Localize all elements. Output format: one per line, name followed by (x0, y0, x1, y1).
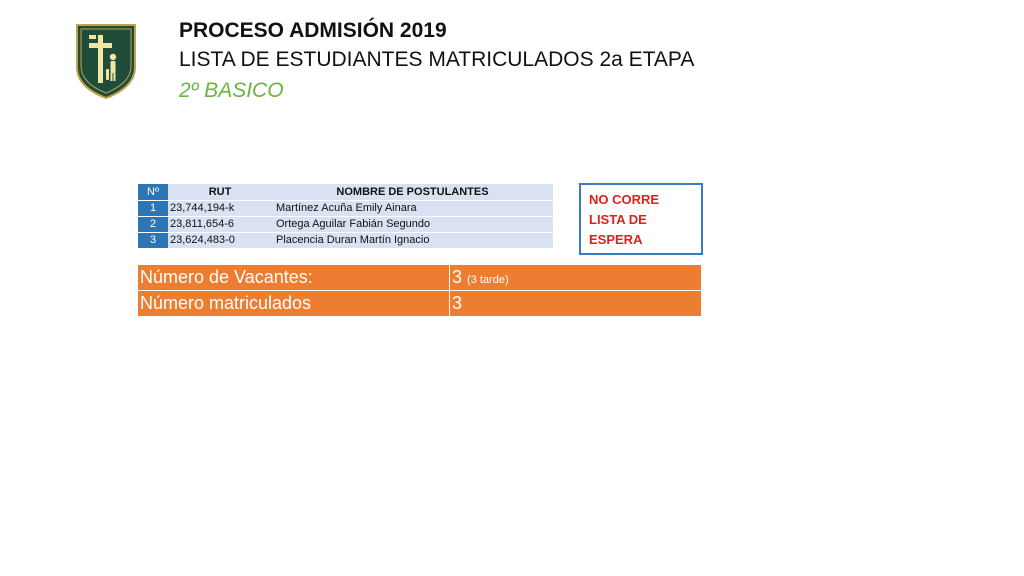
vacancies-row (138, 265, 702, 291)
note-line: LISTA DE (589, 212, 647, 227)
waitlist-note (579, 183, 703, 255)
column-header-number: Nº (138, 184, 168, 200)
row-name: Ortega Aguilar Fabián Segundo (272, 216, 553, 232)
table-row (138, 200, 553, 216)
summary-table (137, 264, 702, 317)
enrolled-label: Número matriculados (138, 291, 450, 317)
page-title: PROCESO ADMISIÓN 2019 (179, 19, 447, 42)
vacancies-value-cell (450, 265, 702, 291)
row-number: 2 (138, 216, 168, 232)
school-shield-logo (75, 23, 137, 100)
row-rut: 23,811,654-6 (168, 216, 272, 232)
document-header (179, 18, 694, 106)
column-header-rut: RUT (168, 184, 272, 200)
vacancies-note: (3 tarde) (467, 274, 509, 286)
row-rut: 23,624,483-0 (168, 232, 272, 248)
table-row (138, 232, 553, 248)
vacancies-value: 3 (452, 267, 463, 287)
row-number: 3 (138, 232, 168, 248)
note-line: NO CORRE (589, 192, 660, 207)
enrolled-row (138, 291, 702, 317)
students-table (138, 184, 553, 248)
enrolled-value: 3 (450, 291, 702, 317)
row-name: Placencia Duran Martín Ignacio (272, 232, 553, 248)
row-number: 1 (138, 200, 168, 216)
page-subtitle: LISTA DE ESTUDIANTES MATRICULADOS 2a ETAPA (179, 48, 695, 71)
row-name: Martínez Acuña Emily Ainara (272, 200, 553, 216)
table-header-row (138, 184, 553, 200)
table-row (138, 216, 553, 232)
grade-label: 2º BASICO (179, 79, 284, 102)
vacancies-label: Número de Vacantes: (138, 265, 450, 291)
column-header-name: NOMBRE DE POSTULANTES (272, 184, 553, 200)
row-rut: 23,744,194-k (168, 200, 272, 216)
note-line: ESPERA (589, 232, 643, 247)
